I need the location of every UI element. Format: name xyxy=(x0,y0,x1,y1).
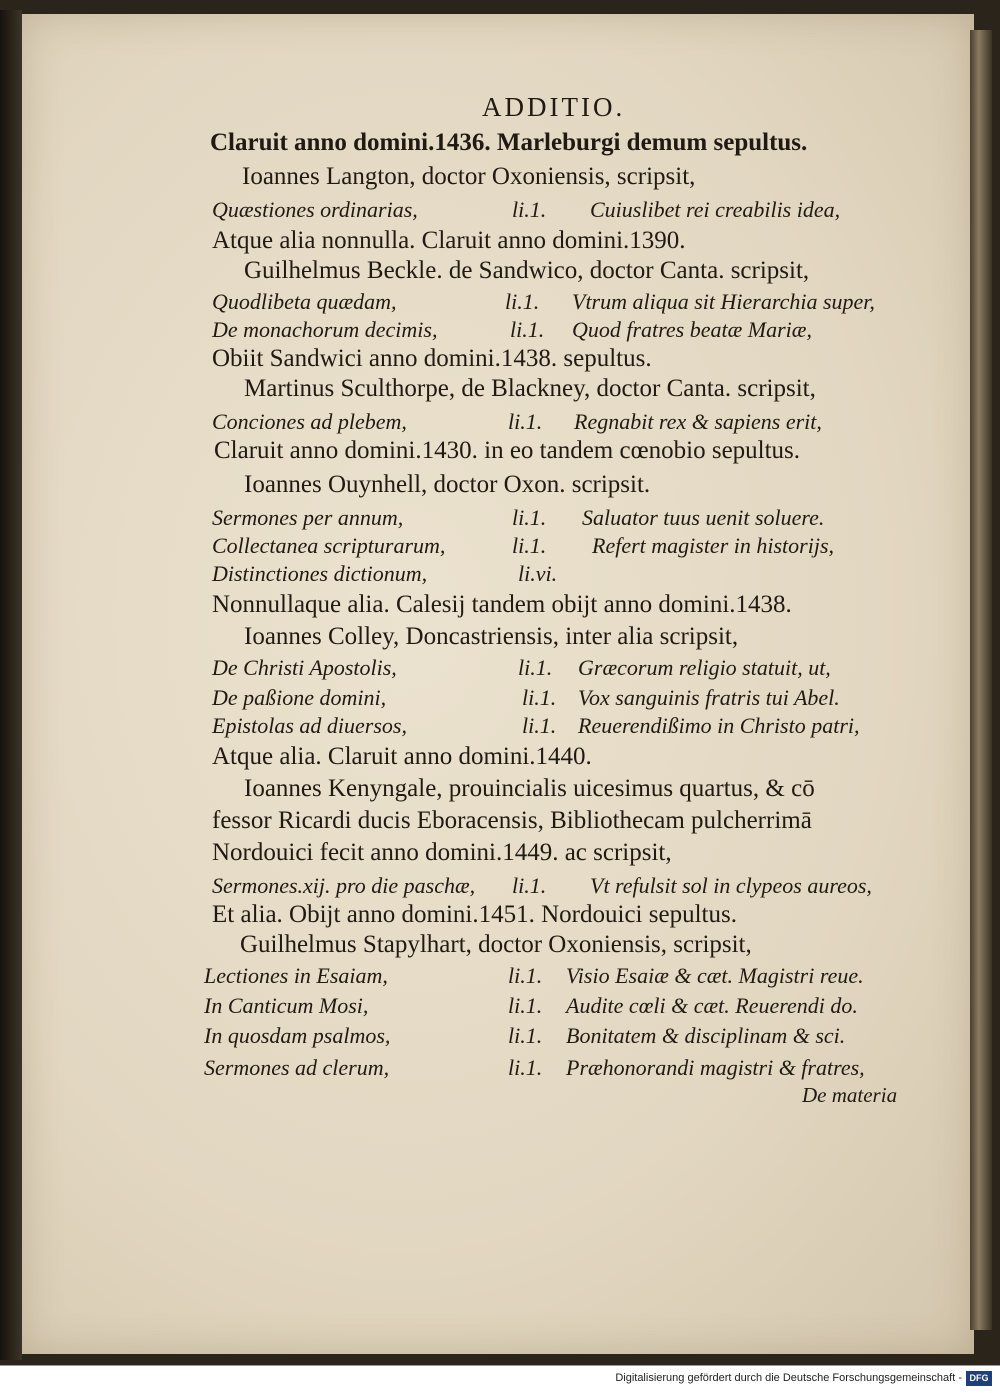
incipit: Quod fratres beatæ Mariæ, xyxy=(572,317,812,342)
funding-notice: Digitalisierung gefördert durch die Deutsche Forschungsgemeinschaft - xyxy=(615,1372,962,1384)
work-title: Sermones ad clerum, xyxy=(204,1055,390,1080)
book-count: li.1. xyxy=(508,409,543,434)
incipit: Vox sanguinis fratris tui Abel. xyxy=(578,685,840,710)
text-line: Atque alia. Claruit anno domini.1440. xyxy=(212,743,592,770)
book-count: li.1. xyxy=(522,685,557,710)
work-title: In quosdam psalmos, xyxy=(204,1023,391,1048)
text-line: Nordouici fecit anno domini.1449. ac scripsit, xyxy=(212,839,672,866)
book-count: li.1. xyxy=(508,993,543,1018)
incipit: Reuerendißimo in Christo patri, xyxy=(578,713,860,738)
book-count: li.1. xyxy=(518,655,553,680)
incipit: Vtrum aliqua sit Hierarchia super, xyxy=(572,289,875,314)
text-line: Ioannes Langton, doctor Oxoniensis, scripsit, xyxy=(242,163,696,190)
book-count: li.1. xyxy=(512,533,547,558)
text-line: Claruit anno domini.1436. Marleburgi demum sepultus. xyxy=(210,129,808,156)
work-title: Collectanea scripturarum, xyxy=(212,533,446,558)
incipit: Visio Esaiæ & cæt. Magistri reue. xyxy=(566,963,864,988)
text-line: Et alia. Obijt anno domini.1451. Nordouici sepultus. xyxy=(212,901,737,928)
incipit: Saluator tuus uenit soluere. xyxy=(582,505,825,530)
incipit: Præhonorandi magistri & fratres, xyxy=(566,1055,865,1080)
book-count: li.1. xyxy=(512,197,547,222)
book-count: li.1. xyxy=(510,317,545,342)
work-title: De Christi Apostolis, xyxy=(212,655,397,680)
book-count: li.1. xyxy=(508,963,543,988)
book-count: li.1. xyxy=(505,289,540,314)
text-line: Nonnullaque alia. Calesij tandem obijt anno domini.1438. xyxy=(212,591,792,618)
incipit: Græcorum religio statuit, ut, xyxy=(578,655,831,680)
text-line: Ioannes Kenyngale, prouincialis uicesimus quartus, & cō xyxy=(244,775,815,802)
text-line: Ioannes Ouynhell, doctor Oxon. scripsit. xyxy=(244,471,651,498)
work-title: Lectiones in Esaiam, xyxy=(204,963,388,988)
text-line: Guilhelmus Beckle. de Sandwico, doctor Canta. scripsit, xyxy=(244,257,810,284)
footer-bar xyxy=(0,1365,1000,1393)
work-title: De monachorum decimis, xyxy=(212,317,438,342)
text-line: fessor Ricardi ducis Eboracensis, Bibliothecam pulcherrimā xyxy=(212,807,812,834)
catchword: De materia xyxy=(802,1083,898,1107)
text-line: Ioannes Colley, Doncastriensis, inter alia scripsit, xyxy=(244,623,739,650)
work-title: Quodlibeta quædam, xyxy=(212,289,397,314)
work-title: In Canticum Mosi, xyxy=(204,993,369,1018)
work-title: Sermones.xij. pro die paschæ, xyxy=(212,873,476,898)
running-heading: ADDITIO. xyxy=(482,92,626,122)
incipit: Regnabit rex & sapiens erit, xyxy=(574,409,822,434)
incipit: Refert magister in historijs, xyxy=(592,533,834,558)
dfg-logo: DFG xyxy=(966,1371,992,1386)
book-count: li.1. xyxy=(522,713,557,738)
text-line: Atque alia nonnulla. Claruit anno domini.1390. xyxy=(212,227,686,254)
incipit: Cuiuslibet rei creabilis idea, xyxy=(590,197,841,222)
text-line: Claruit anno domini.1430. in eo tandem cœnobio sepultus. xyxy=(214,437,801,464)
text-line: Guilhelmus Stapylhart, doctor Oxoniensis, scripsit, xyxy=(240,931,752,958)
work-title: Distinctiones dictionum, xyxy=(212,561,428,586)
incipit: Vt refulsit sol in clypeos aureos, xyxy=(590,873,872,898)
incipit: Bonitatem & disciplinam & sci. xyxy=(566,1023,846,1048)
text-line: Obiit Sandwici anno domini.1438. sepultus. xyxy=(212,345,652,372)
book-count: li.1. xyxy=(508,1023,543,1048)
book-count: li.1. xyxy=(512,873,547,898)
incipit: Audite cœli & cæt. Reuerendi do. xyxy=(566,993,858,1018)
work-title: Epistolas ad diuersos, xyxy=(212,713,407,738)
work-title: De paßione domini, xyxy=(212,685,387,710)
book-count: li.1. xyxy=(508,1055,543,1080)
text-line: Martinus Sculthorpe, de Blackney, doctor Canta. scripsit, xyxy=(244,375,816,402)
work-title: Conciones ad plebem, xyxy=(212,409,407,434)
book-count: li.1. xyxy=(512,505,547,530)
work-title: Quæstiones ordinarias, xyxy=(212,197,418,222)
work-title: Sermones per annum, xyxy=(212,505,404,530)
book-count: li.vi. xyxy=(518,561,558,586)
